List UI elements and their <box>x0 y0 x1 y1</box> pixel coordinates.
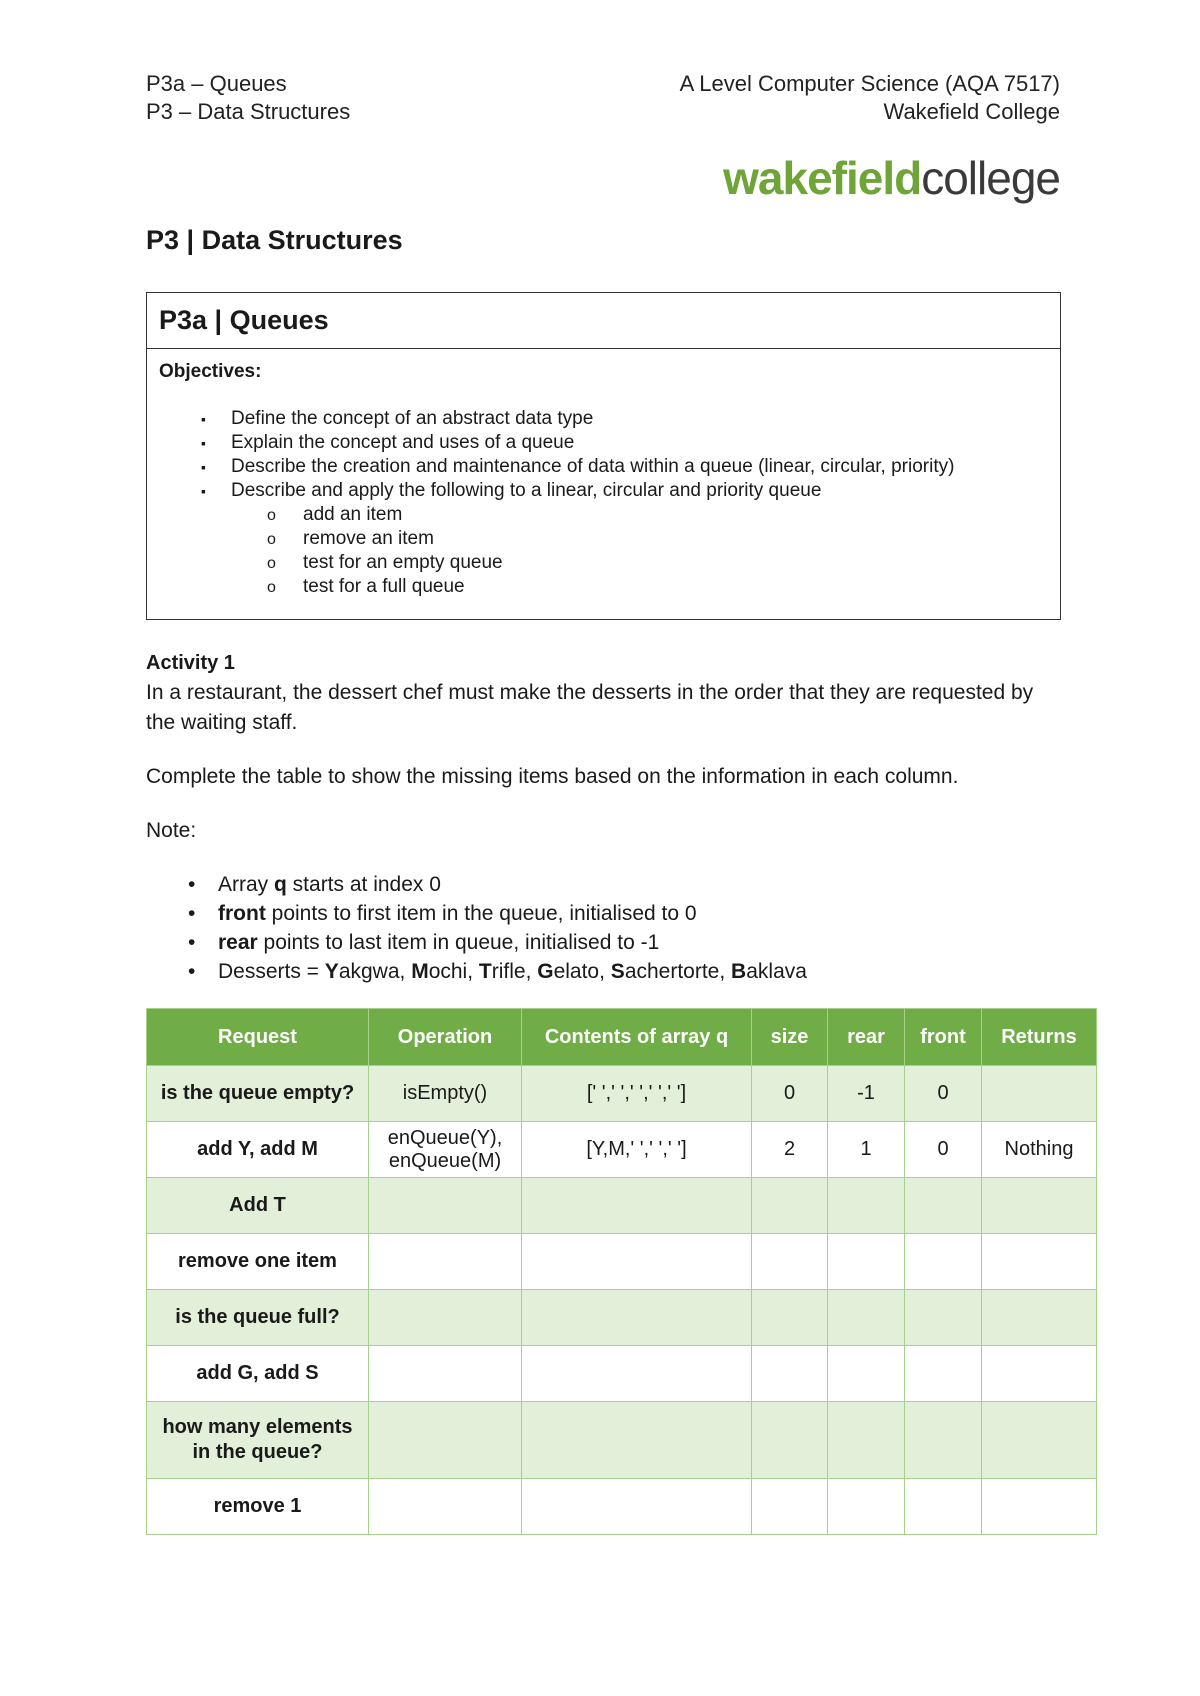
objective-item-text: Describe and apply the following to a linear, circular and priority queue <box>231 480 822 501</box>
cell-request: how many elements in the queue? <box>147 1402 369 1479</box>
note-item: • rear points to last item in queue, initialised to -1 <box>194 928 1066 957</box>
cell-contents[interactable]: [Y,M,' ',' ',' '] <box>522 1122 752 1178</box>
dessert-name: Yakgwa <box>324 960 400 983</box>
header-course: A Level Computer Science (AQA 7517) <box>679 71 1060 96</box>
cell-request: remove one item <box>147 1234 369 1290</box>
table-row <box>147 1066 1097 1122</box>
cell-front[interactable]: 0 <box>905 1066 982 1122</box>
dessert-name: Baklava <box>731 960 807 983</box>
cell-size[interactable] <box>752 1178 828 1234</box>
note-label: Note: <box>146 819 197 842</box>
activity-instruction: Complete the table to show the missing items based on the information in each column. <box>146 765 959 788</box>
cell-request: add Y, add M <box>147 1122 369 1178</box>
cell-front[interactable]: 0 <box>905 1122 982 1178</box>
table-row <box>147 1234 1097 1290</box>
cell-front[interactable] <box>905 1479 982 1535</box>
cell-size[interactable] <box>752 1402 828 1479</box>
objective-item: ▪ Define the concept of an abstract data type <box>207 407 1048 431</box>
note-item-desserts: • Desserts = Yakgwa, Mochi, Trifle, Gelato, Sachertorte, Baklava <box>194 957 1066 986</box>
cell-front[interactable] <box>905 1234 982 1290</box>
cell-operation[interactable] <box>369 1178 522 1234</box>
objectives-box-title: P3a | Queues <box>147 293 1060 349</box>
header-unit: P3a – Queues <box>146 71 287 96</box>
column-header-returns: Returns <box>982 1009 1097 1066</box>
header-topic: P3 – Data Structures <box>146 99 351 124</box>
column-header-front: front <box>905 1009 982 1066</box>
dessert-name: Sachertorte <box>610 960 720 983</box>
column-header-rear: rear <box>828 1009 905 1066</box>
cell-contents[interactable] <box>522 1479 752 1535</box>
cell-front[interactable] <box>905 1290 982 1346</box>
cell-rear[interactable]: -1 <box>828 1066 905 1122</box>
table-row <box>147 1479 1097 1535</box>
logo-college: college <box>921 152 1060 204</box>
cell-contents[interactable]: [' ',' ',' ',' ',' '] <box>522 1066 752 1122</box>
column-header-operation: Operation <box>369 1009 522 1066</box>
cell-returns[interactable] <box>982 1346 1097 1402</box>
logo-wakefield: wakefield <box>723 152 922 204</box>
cell-contents[interactable] <box>522 1290 752 1346</box>
table-row <box>147 1290 1097 1346</box>
cell-rear[interactable] <box>828 1346 905 1402</box>
cell-rear[interactable] <box>828 1479 905 1535</box>
objective-subitem: o test for an empty queue <box>279 551 1048 575</box>
cell-rear[interactable] <box>828 1178 905 1234</box>
cell-contents[interactable] <box>522 1178 752 1234</box>
cell-operation[interactable] <box>369 1290 522 1346</box>
dessert-name: Trifle <box>478 960 526 983</box>
cell-front[interactable] <box>905 1346 982 1402</box>
cell-request: remove 1 <box>147 1479 369 1535</box>
cell-operation[interactable] <box>369 1234 522 1290</box>
notes-list <box>146 870 1066 986</box>
dessert-name: Mochi <box>411 960 468 983</box>
column-header-contents: Contents of array q <box>522 1009 752 1066</box>
cell-returns[interactable] <box>982 1290 1097 1346</box>
cell-size[interactable] <box>752 1346 828 1402</box>
cell-size[interactable] <box>752 1290 828 1346</box>
cell-size[interactable] <box>752 1479 828 1535</box>
cell-contents[interactable] <box>522 1234 752 1290</box>
cell-returns[interactable] <box>982 1234 1097 1290</box>
objective-subitem: o remove an item <box>279 527 1048 551</box>
cell-request: Add T <box>147 1178 369 1234</box>
college-logo <box>723 150 1060 206</box>
cell-returns[interactable] <box>982 1178 1097 1234</box>
note-item: • Array q starts at index 0 <box>194 870 1066 899</box>
objective-item: ▪ Explain the concept and uses of a queue <box>207 431 1048 455</box>
cell-front[interactable] <box>905 1178 982 1234</box>
table-row <box>147 1122 1097 1178</box>
queue-table <box>146 1008 1097 1535</box>
cell-request: add G, add S <box>147 1346 369 1402</box>
cell-rear[interactable] <box>828 1290 905 1346</box>
objective-item: ▪ Describe the creation and maintenance of data within a queue (linear, circular, priority) <box>207 455 1048 479</box>
cell-operation[interactable] <box>369 1346 522 1402</box>
table-row <box>147 1346 1097 1402</box>
cell-operation[interactable]: enQueue(Y), enQueue(M) <box>369 1122 522 1178</box>
cell-returns[interactable] <box>982 1479 1097 1535</box>
cell-operation[interactable]: isEmpty() <box>369 1066 522 1122</box>
activity-intro: In a restaurant, the dessert chef must make the desserts in the order that they are requested by the waiting staff. <box>146 681 1034 734</box>
table-row <box>147 1178 1097 1234</box>
table-header-row <box>147 1009 1097 1066</box>
objective-sublist <box>231 503 1048 599</box>
cell-rear[interactable] <box>828 1402 905 1479</box>
column-header-request: Request <box>147 1009 369 1066</box>
cell-operation[interactable] <box>369 1479 522 1535</box>
objective-item <box>207 479 1048 599</box>
cell-rear[interactable] <box>828 1234 905 1290</box>
objectives-list <box>159 407 1048 599</box>
cell-contents[interactable] <box>522 1402 752 1479</box>
header-college: Wakefield College <box>883 99 1060 124</box>
cell-size[interactable]: 2 <box>752 1122 828 1178</box>
cell-operation[interactable] <box>369 1402 522 1479</box>
dessert-name: Gelato <box>537 960 600 983</box>
page-title: P3 | Data Structures <box>146 225 403 255</box>
table-row <box>147 1402 1097 1479</box>
cell-returns[interactable] <box>982 1402 1097 1479</box>
cell-size[interactable] <box>752 1234 828 1290</box>
header-right <box>680 70 1060 126</box>
cell-size[interactable]: 0 <box>752 1066 828 1122</box>
objectives-label: Objectives: <box>159 361 262 382</box>
cell-contents[interactable] <box>522 1346 752 1402</box>
cell-request: is the queue full? <box>147 1290 369 1346</box>
objective-subitem: o test for a full queue <box>279 575 1048 599</box>
objective-subitem: o add an item <box>279 503 1048 527</box>
note-item: • front points to first item in the queue, initialised to 0 <box>194 899 1066 928</box>
activity-title: Activity 1 <box>146 652 235 674</box>
cell-returns[interactable] <box>982 1066 1097 1122</box>
column-header-size: size <box>752 1009 828 1066</box>
cell-front[interactable] <box>905 1402 982 1479</box>
header-left <box>146 70 350 126</box>
cell-returns[interactable]: Nothing <box>982 1122 1097 1178</box>
activity-section <box>146 648 1066 986</box>
cell-rear[interactable]: 1 <box>828 1122 905 1178</box>
cell-request: is the queue empty? <box>147 1066 369 1122</box>
objectives-box <box>146 292 1061 620</box>
